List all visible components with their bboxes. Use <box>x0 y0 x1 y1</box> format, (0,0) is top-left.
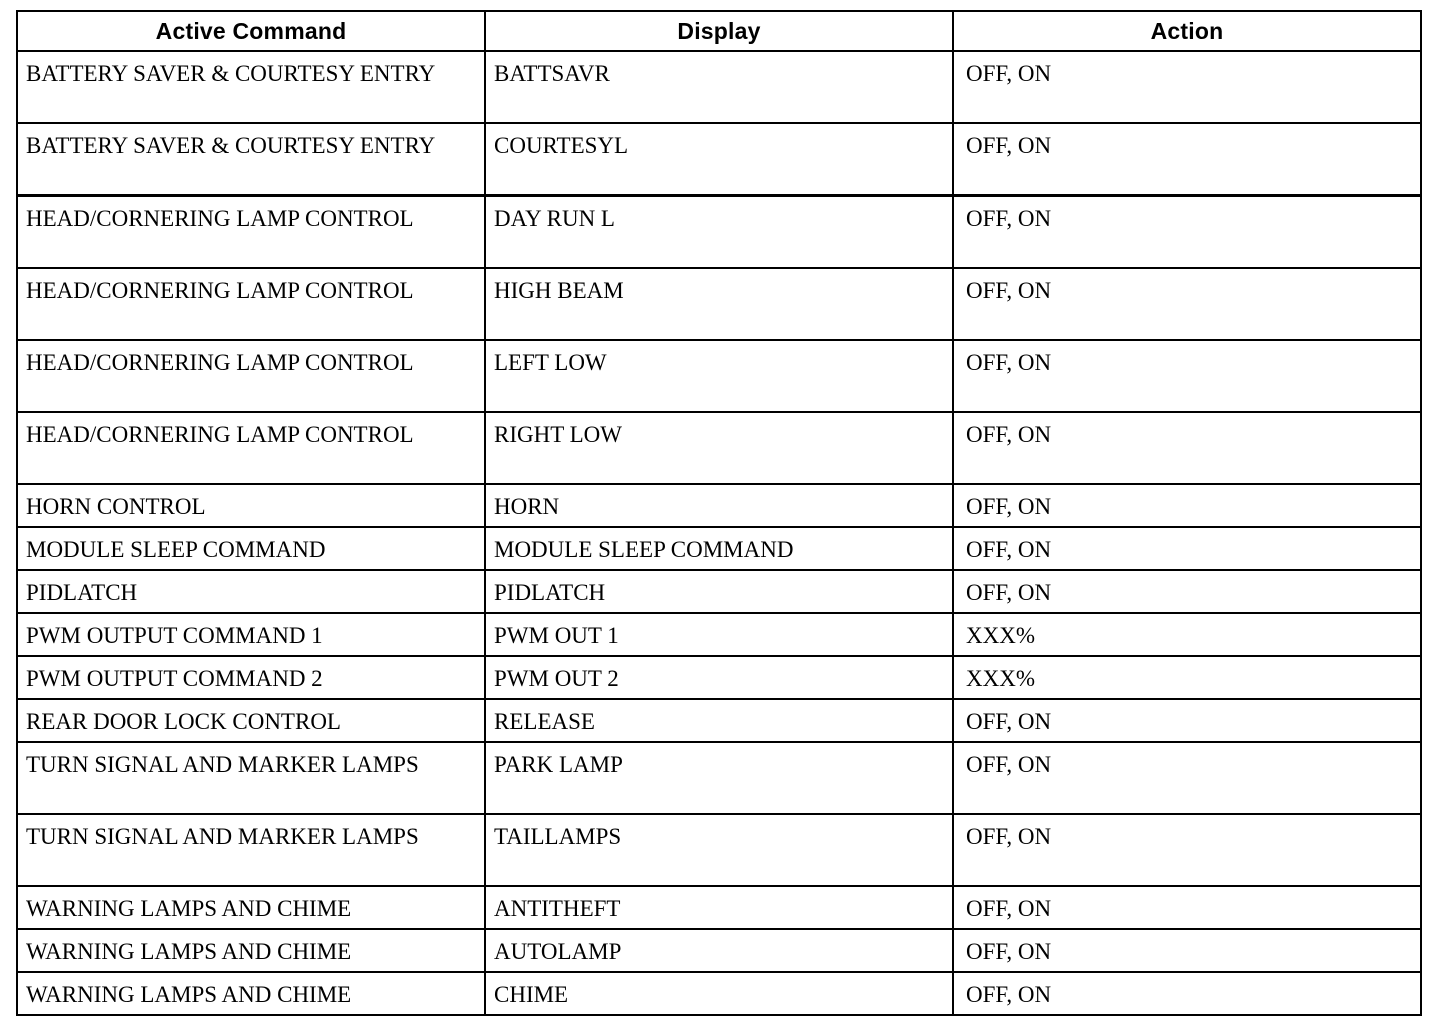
cell-display: AUTOLAMP <box>485 929 953 972</box>
table-header <box>17 11 1421 51</box>
cell-action: OFF, ON <box>953 412 1421 484</box>
cell-action: OFF, ON <box>953 699 1421 742</box>
cell-command: MODULE SLEEP COMMAND <box>17 527 485 570</box>
cell-command: HEAD/CORNERING LAMP CONTROL <box>17 412 485 484</box>
cell-command: BATTERY SAVER & COURTESY ENTRY <box>17 51 485 123</box>
cell-display: BATTSAVR <box>485 51 953 123</box>
table-row <box>17 814 1421 886</box>
cell-display: PWM OUT 1 <box>485 613 953 656</box>
cell-display: LEFT LOW <box>485 340 953 412</box>
cell-command: HEAD/CORNERING LAMP CONTROL <box>17 196 485 269</box>
table-row <box>17 972 1421 1015</box>
table-body <box>17 51 1421 1015</box>
cell-display: COURTESYL <box>485 123 953 196</box>
cell-action: OFF, ON <box>953 123 1421 196</box>
cell-display: HIGH BEAM <box>485 268 953 340</box>
cell-command: BATTERY SAVER & COURTESY ENTRY <box>17 123 485 196</box>
cell-display: PARK LAMP <box>485 742 953 814</box>
cell-command: WARNING LAMPS AND CHIME <box>17 972 485 1015</box>
cell-command: WARNING LAMPS AND CHIME <box>17 929 485 972</box>
table-row <box>17 699 1421 742</box>
cell-command: PIDLATCH <box>17 570 485 613</box>
table-row <box>17 656 1421 699</box>
cell-display: RELEASE <box>485 699 953 742</box>
cell-action: OFF, ON <box>953 742 1421 814</box>
cell-action: OFF, ON <box>953 527 1421 570</box>
cell-display: TAILLAMPS <box>485 814 953 886</box>
cell-action: OFF, ON <box>953 814 1421 886</box>
cell-action: XXX% <box>953 613 1421 656</box>
cell-action: OFF, ON <box>953 886 1421 929</box>
table-row <box>17 929 1421 972</box>
cell-display: RIGHT LOW <box>485 412 953 484</box>
table-row <box>17 484 1421 527</box>
cell-action: OFF, ON <box>953 570 1421 613</box>
cell-display: CHIME <box>485 972 953 1015</box>
table-row <box>17 570 1421 613</box>
cell-action: OFF, ON <box>953 484 1421 527</box>
table-row <box>17 412 1421 484</box>
cell-action: OFF, ON <box>953 340 1421 412</box>
cell-command: PWM OUTPUT COMMAND 2 <box>17 656 485 699</box>
cell-display: ANTITHEFT <box>485 886 953 929</box>
cell-command: HEAD/CORNERING LAMP CONTROL <box>17 340 485 412</box>
cell-command: HEAD/CORNERING LAMP CONTROL <box>17 268 485 340</box>
cell-action: XXX% <box>953 656 1421 699</box>
table-row <box>17 340 1421 412</box>
cell-display: PWM OUT 2 <box>485 656 953 699</box>
cell-command: WARNING LAMPS AND CHIME <box>17 886 485 929</box>
table-row <box>17 613 1421 656</box>
table-row <box>17 196 1421 269</box>
header-action: Action <box>953 11 1421 51</box>
cell-display: MODULE SLEEP COMMAND <box>485 527 953 570</box>
table-row <box>17 123 1421 196</box>
cell-display: HORN <box>485 484 953 527</box>
cell-display: PIDLATCH <box>485 570 953 613</box>
table-row <box>17 742 1421 814</box>
cell-command: HORN CONTROL <box>17 484 485 527</box>
cell-command: PWM OUTPUT COMMAND 1 <box>17 613 485 656</box>
header-active-command: Active Command <box>17 11 485 51</box>
cell-display: DAY RUN L <box>485 196 953 269</box>
cell-action: OFF, ON <box>953 51 1421 123</box>
header-display: Display <box>485 11 953 51</box>
cell-command: REAR DOOR LOCK CONTROL <box>17 699 485 742</box>
table-row <box>17 51 1421 123</box>
cell-action: OFF, ON <box>953 196 1421 269</box>
table-row <box>17 268 1421 340</box>
cell-action: OFF, ON <box>953 929 1421 972</box>
cell-action: OFF, ON <box>953 268 1421 340</box>
header-row <box>17 11 1421 51</box>
table-row <box>17 886 1421 929</box>
cell-command: TURN SIGNAL AND MARKER LAMPS <box>17 742 485 814</box>
cell-command: TURN SIGNAL AND MARKER LAMPS <box>17 814 485 886</box>
table-row <box>17 527 1421 570</box>
active-command-table <box>16 10 1422 1016</box>
cell-action: OFF, ON <box>953 972 1421 1015</box>
